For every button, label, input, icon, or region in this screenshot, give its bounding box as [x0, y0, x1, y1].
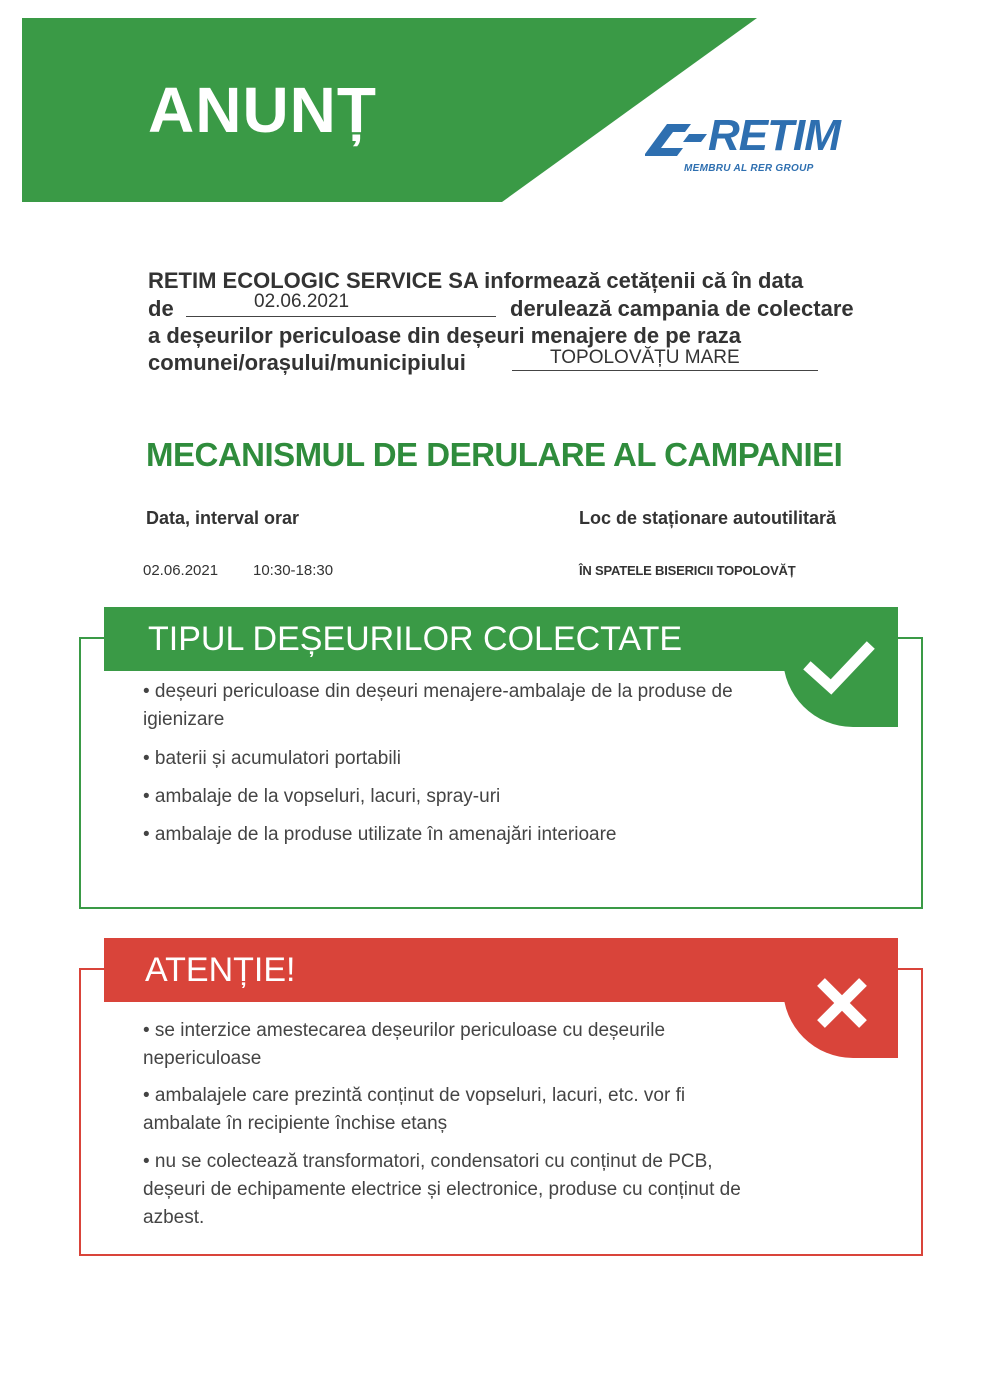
check-icon	[803, 641, 875, 697]
date-fill-line	[186, 316, 496, 317]
collected-item-2: • baterii și acumulatori portabili	[143, 748, 401, 769]
intro-line-4-prefix: comunei/orașului/municipiului	[148, 350, 466, 375]
collected-item-3: • ambalaje de la vopseluri, lacuri, spray-uri	[143, 786, 501, 807]
schedule-interval: 10:30-18:30	[253, 562, 334, 579]
warning-item-1: • se interzice amestecarea deșeurilor periculoase cu deșeurile nepericuloase	[143, 1020, 666, 1069]
retim-logo-icon	[645, 118, 709, 160]
x-icon	[813, 974, 871, 1032]
intro-line-2-suffix: derulează campania de colectare	[510, 296, 854, 321]
collected-item-1: • deșeuri periculoase din deșeuri menajere-ambalaje de la produse de igienizare	[143, 681, 733, 730]
date-interval-header: Data, interval orar	[146, 508, 300, 528]
warning-title: ATENȚIE!	[145, 951, 296, 989]
warning-item-2: • ambalajele care prezintă conținut de vopseluri, lacuri, etc. vor fi ambalate în recipiente închise etanș	[143, 1085, 686, 1134]
mechanism-title: MECANISMUL DE DERULARE AL CAMPANIEI	[146, 436, 843, 473]
retim-logo-text: RETIM	[708, 111, 840, 160]
campaign-date-value: 02.06.2021	[254, 291, 350, 312]
retim-logo-tagline: MEMBRU AL RER GROUP	[684, 163, 814, 174]
collected-item-4: • ambalaje de la produse utilizate în amenajări interioare	[143, 824, 617, 845]
schedule-location: ÎN SPATELE BISERICII TOPOLOVĂȚ	[579, 563, 796, 578]
intro-line-2-prefix: de	[148, 296, 174, 321]
intro-line-3: a deșeurilor periculoase din deșeuri menajere de pe raza	[148, 323, 742, 348]
warning-item-3: • nu se colectează transformatori, condensatori cu conținut de PCB, deșeuri de echipamente electrice și electronice, produse cu conținut de azbest.	[143, 1151, 741, 1228]
location-header: Loc de staționare autoutilitară	[579, 508, 837, 528]
schedule-date: 02.06.2021	[143, 562, 219, 579]
header-banner	[22, 18, 757, 202]
locality-value: TOPOLOVĂȚU MARE	[550, 347, 740, 368]
page-title: ANUNȚ	[148, 74, 377, 146]
locality-fill-line	[512, 370, 818, 371]
collected-waste-title: TIPUL DEȘEURILOR COLECTATE	[148, 620, 683, 658]
intro-line-1: RETIM ECOLOGIC SERVICE SA informează cetățenii că în data	[148, 268, 804, 293]
